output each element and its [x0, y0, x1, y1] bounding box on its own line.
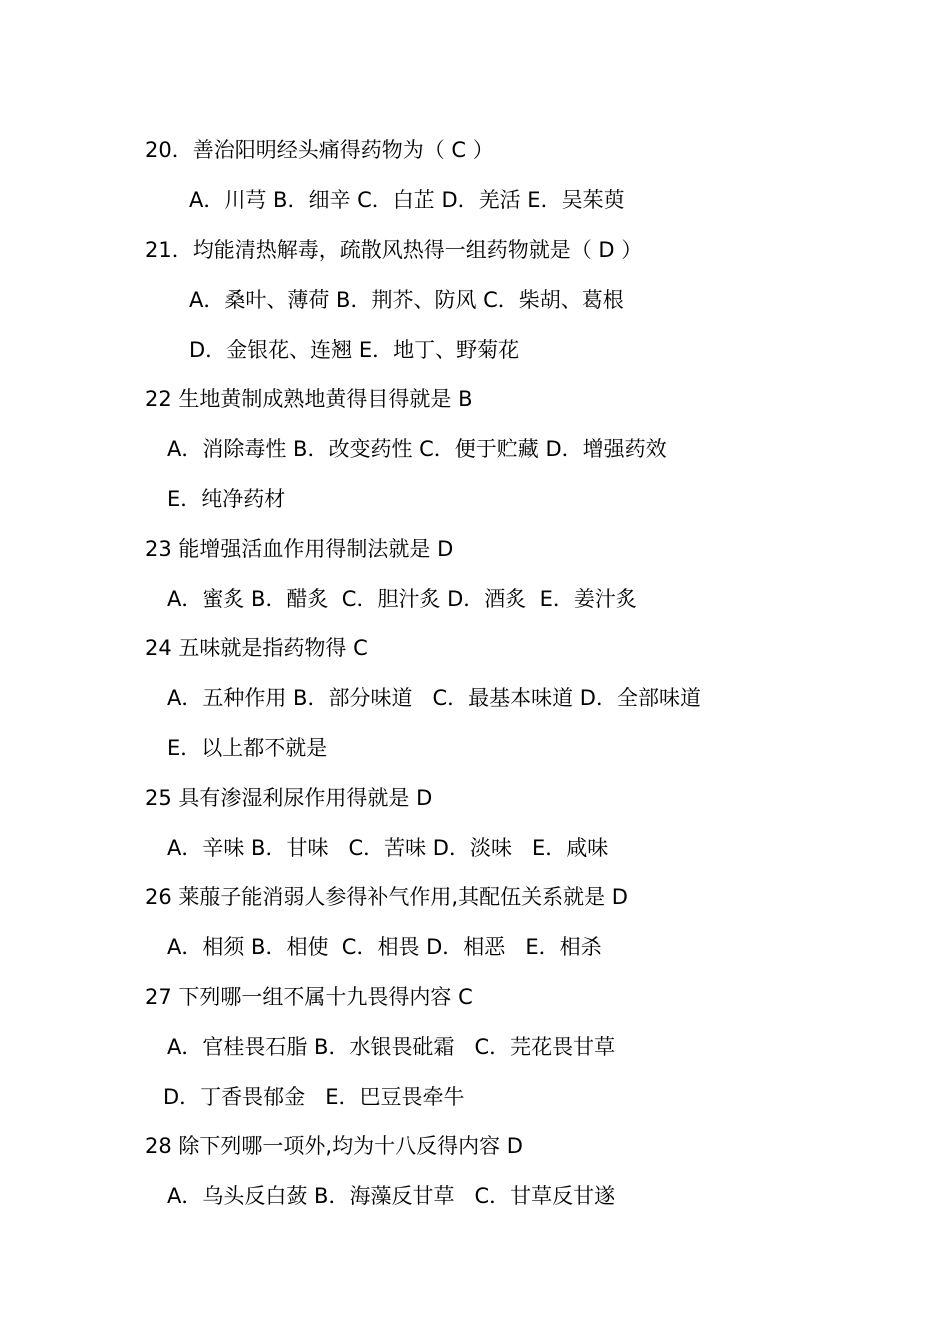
question-20: 20．善治阳明经头痛得药物为（ C ） [145, 138, 494, 162]
options-28: A．乌头反白蔹 B．海藻反甘草 C．甘草反甘遂 [167, 1184, 616, 1208]
options-20: A．川芎 B．细辛 C．白芷 D．羌活 E．吴茱萸 [189, 188, 625, 212]
options-22-row-1: A．消除毒性 B．改变药性 C．便于贮藏 D．增强药效 [167, 437, 667, 461]
question-24: 24 五味就是指药物得 C [145, 636, 368, 660]
question-23: 23 能增强活血作用得制法就是 D [145, 537, 454, 561]
question-25: 25 具有渗湿利尿作用得就是 D [145, 786, 433, 810]
options-22-row-2: E．纯净药材 [167, 487, 286, 511]
options-21-row-1: A．桑叶、薄荷 B．荆芥、防风 C．柴胡、葛根 [189, 288, 624, 312]
options-21-row-2: D．金银花、连翘 E．地丁、野菊花 [189, 338, 520, 362]
question-22: 22 生地黄制成熟地黄得目得就是 B [145, 387, 473, 411]
options-25: A．辛味 B．甘味 C．苦味 D．淡味 E．咸味 [167, 836, 609, 860]
question-28: 28 除下列哪一项外,均为十八反得内容 D [145, 1134, 523, 1158]
options-26: A．相须 B．相使 C．相畏 D．相恶 E．相杀 [167, 935, 602, 959]
question-26: 26 莱菔子能消弱人参得补气作用,其配伍关系就是 D [145, 885, 628, 909]
options-27-row-2: D．丁香畏郁金 E．巴豆畏牵牛 [163, 1085, 465, 1109]
question-21: 21．均能清热解毒，疏散风热得一组药物就是（ D ） [145, 238, 643, 262]
question-27: 27 下列哪一组不属十九畏得内容 C [145, 985, 473, 1009]
options-27-row-1: A．官桂畏石脂 B．水银畏砒霜 C．芫花畏甘草 [167, 1035, 616, 1059]
options-24-row-2: E．以上都不就是 [167, 736, 328, 760]
options-23: A．蜜炙 B．醋炙 C．胆汁炙 D．酒炙 E．姜汁炙 [167, 587, 637, 611]
options-24-row-1: A．五种作用 B．部分味道 C．最基本味道 D．全部味道 [167, 686, 701, 710]
